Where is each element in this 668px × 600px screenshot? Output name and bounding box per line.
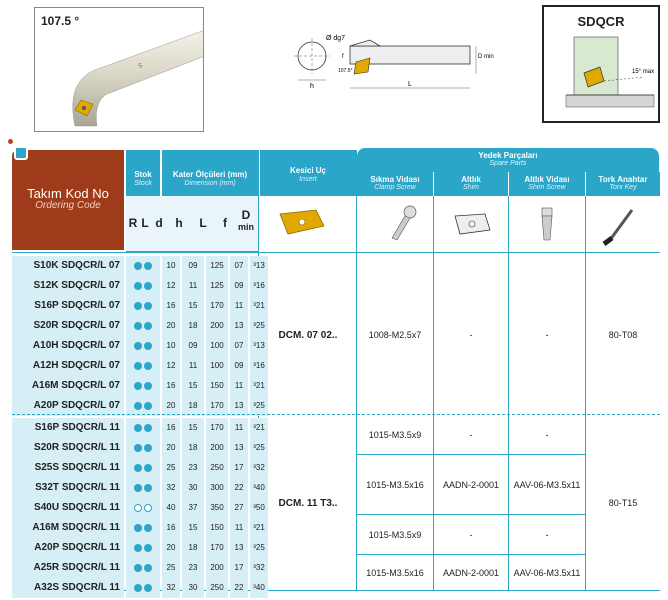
- torx-key-title: Tork Anahtar: [598, 175, 648, 184]
- dim-L-label: L: [408, 81, 412, 88]
- dim-h: 11: [182, 276, 204, 296]
- stock-indicators: [126, 578, 160, 598]
- dim-f: 13: [230, 316, 248, 336]
- dim-L: 300: [206, 478, 228, 498]
- stock-indicators: [126, 316, 160, 336]
- ordering-code: S20R SDQCR/L 11: [12, 438, 124, 458]
- stock-l-dot: [144, 564, 152, 572]
- ordering-code: S40U SDQCR/L 11: [12, 498, 124, 518]
- shim-screw-subtitle: Shim Screw: [528, 184, 566, 191]
- tool-photo: [34, 7, 204, 132]
- ordering-code: S16P SDQCR/L 11: [12, 418, 124, 438]
- sdqcr-title: SDQCR: [577, 14, 625, 29]
- dim-Dmin: ³25: [250, 538, 268, 558]
- ordering-code: A32S SDQCR/L 11: [12, 578, 124, 598]
- ordering-code-title: Takım Kod No: [27, 186, 109, 201]
- dim-f: 22: [230, 478, 248, 498]
- dim-Dmin: ³13: [250, 336, 268, 356]
- dim-f: 09: [230, 356, 248, 376]
- dim-h: 30: [182, 478, 204, 498]
- stock-indicators: [126, 498, 160, 518]
- col-L: L: [141, 216, 149, 230]
- dim-d: 16: [162, 296, 180, 316]
- torx-key-subtitle: Torx Key: [609, 184, 637, 191]
- stock-r-dot: [134, 444, 142, 452]
- ordering-code-subtitle: Ordering Code: [35, 200, 101, 211]
- stock-indicators: [126, 356, 160, 376]
- ordering-code: A12H SDQCR/L 07: [12, 356, 124, 376]
- stock-l-dot: [144, 262, 152, 270]
- dim-d: 10: [162, 336, 180, 356]
- clamp-07: 1008-M2.5x7: [368, 330, 422, 340]
- stock-l-dot: [144, 402, 152, 410]
- dim-f: 13: [230, 438, 248, 458]
- clamp-screw-header: [357, 172, 433, 196]
- col-Lc: L: [199, 216, 207, 230]
- stock-indicators: [126, 336, 160, 356]
- col-D: D: [241, 208, 251, 222]
- stock-r-dot: [134, 362, 142, 370]
- shim-07: -: [469, 330, 473, 340]
- stock-indicators: [126, 396, 160, 416]
- shim-title: Altlık: [461, 175, 481, 184]
- sdqcr-angle-label: 15° max: [632, 69, 655, 75]
- stock-r-dot: [134, 322, 142, 330]
- shimscrew-11d: AAV-06-M3.5x11: [513, 567, 581, 578]
- dim-d: 25: [162, 558, 180, 578]
- ordering-code: S20R SDQCR/L 07: [12, 316, 124, 336]
- dim-d: 20: [162, 538, 180, 558]
- stock-r-dot: [134, 544, 142, 552]
- shim-screw-header: [509, 172, 585, 196]
- stock-r-dot: [134, 262, 142, 270]
- column-letter-row: [126, 196, 258, 252]
- dim-f: 11: [230, 376, 248, 396]
- dim-f: 07: [230, 256, 248, 276]
- dim-L: 125: [206, 276, 228, 296]
- dim-d: 16: [162, 376, 180, 396]
- clamp-screw-icon: [392, 206, 416, 240]
- dim-d: 40: [162, 498, 180, 518]
- dim-L: 100: [206, 336, 228, 356]
- stock-l-dot: [144, 424, 152, 432]
- stock-l-dot: [144, 524, 152, 532]
- dim-h: 15: [182, 296, 204, 316]
- ordering-code: S10K SDQCR/L 07: [12, 256, 124, 276]
- ordering-code: S16P SDQCR/L 07: [12, 296, 124, 316]
- shim-11d: AADN-2-0001: [442, 567, 500, 578]
- insert-header: [260, 150, 356, 196]
- dim-insert-angle: 107.5°: [338, 68, 353, 74]
- stock-r-dot: [134, 464, 142, 472]
- stock-indicators: [126, 458, 160, 478]
- clamp-11b: 1015-M3.5x16: [366, 479, 424, 490]
- dim-Dmin: ³40: [250, 478, 268, 498]
- dim-f: 07: [230, 336, 248, 356]
- insert-subtitle: Insert: [299, 176, 317, 183]
- ordering-code: S12K SDQCR/L 07: [12, 276, 124, 296]
- dimension-header: [162, 150, 258, 196]
- dim-L: 170: [206, 296, 228, 316]
- spare-parts-header: [357, 148, 659, 172]
- ordering-code: A20P SDQCR/L 11: [12, 538, 124, 558]
- dim-d: 20: [162, 396, 180, 416]
- dim-d: 16: [162, 418, 180, 438]
- stock-indicators: [126, 376, 160, 396]
- dim-d: 32: [162, 578, 180, 598]
- dim-Dmin: ³13: [250, 256, 268, 276]
- dim-h: 18: [182, 438, 204, 458]
- dim-Dmin: ³50: [250, 498, 268, 518]
- stock-r-dot: [134, 484, 142, 492]
- dim-d: 10: [162, 256, 180, 276]
- stock-r-dot: [134, 584, 142, 592]
- stock-l-dot: [144, 322, 152, 330]
- stock-l-dot: [144, 484, 152, 492]
- shimscrew-11b: AAV-06-M3.5x11: [513, 479, 581, 490]
- dim-h-label: h: [310, 83, 314, 90]
- dim-h: 18: [182, 316, 204, 336]
- shim-icon: [455, 214, 490, 234]
- sdqcr-insert-illustration: [544, 7, 658, 121]
- col-min: min: [237, 222, 254, 232]
- col-d: d: [155, 216, 163, 230]
- dim-d: 12: [162, 276, 180, 296]
- stock-r-dot: [134, 342, 142, 350]
- stock-r-dot: [134, 382, 142, 390]
- torx-11: 80-T15: [608, 498, 638, 508]
- dim-Dmin: ³32: [250, 558, 268, 578]
- header-pictograms: [260, 196, 660, 252]
- dim-L: 250: [206, 458, 228, 478]
- brand-mark: S: [137, 62, 144, 70]
- ordering-code: S32T SDQCR/L 11: [12, 478, 124, 498]
- dim-d: 20: [162, 438, 180, 458]
- dim-Dmin: ³25: [250, 396, 268, 416]
- dim-d: 12: [162, 356, 180, 376]
- dim-f: 27: [230, 498, 248, 518]
- dim-Dmin: ³16: [250, 356, 268, 376]
- boring-bar-illustration: [35, 8, 204, 132]
- dim-L: 170: [206, 418, 228, 438]
- clamp-screw-title: Sıkma Vidası: [370, 175, 420, 184]
- dimension-title: Kater Ölçüleri (mm): [172, 170, 248, 179]
- dim-d: 32: [162, 478, 180, 498]
- stock-header: [126, 150, 160, 196]
- insert-title: Kesici Uç: [289, 166, 327, 175]
- dim-h: 23: [182, 558, 204, 578]
- dim-h: 30: [182, 578, 204, 598]
- shim-subtitle: Shim: [463, 184, 479, 191]
- shim-11c: -: [469, 529, 473, 540]
- dim-L: 150: [206, 518, 228, 538]
- technical-drawing: [290, 18, 500, 98]
- dim-f: 13: [230, 538, 248, 558]
- dim-L: 150: [206, 376, 228, 396]
- clamp-11a: 1015-M3.5x9: [368, 430, 422, 440]
- dim-L: 100: [206, 356, 228, 376]
- dim-dmin-label: D min: [478, 54, 494, 60]
- dim-f: 22: [230, 578, 248, 598]
- dim-f: 11: [230, 518, 248, 538]
- col-h: h: [175, 216, 183, 230]
- shimscrew-07: -: [545, 330, 549, 340]
- dim-L: 200: [206, 558, 228, 578]
- group-separator: [12, 414, 660, 415]
- stock-indicators: [126, 256, 160, 276]
- dimension-subtitle: Dimension (mm): [184, 180, 236, 187]
- stock-indicators: [126, 296, 160, 316]
- torx-07: 80-T08: [608, 330, 638, 340]
- stock-indicators: [126, 276, 160, 296]
- stock-r-dot: [134, 282, 142, 290]
- dim-Dmin: ³40: [250, 578, 268, 598]
- dim-d: 25: [162, 458, 180, 478]
- shim-header: [434, 172, 508, 196]
- stock-r-dot: [134, 504, 142, 512]
- ordering-code: A25R SDQCR/L 11: [12, 558, 124, 578]
- clamp-11d: 1015-M3.5x16: [366, 567, 424, 578]
- dim-h: 37: [182, 498, 204, 518]
- table-corner-icon: [14, 146, 28, 160]
- dim-f: 11: [230, 418, 248, 438]
- stock-l-dot: [144, 584, 152, 592]
- stock-l-dot: [144, 382, 152, 390]
- dim-Dmin: ³25: [250, 438, 268, 458]
- dim-d: 16: [162, 518, 180, 538]
- stock-l-dot: [144, 544, 152, 552]
- stock-r-dot: [134, 524, 142, 532]
- shim-11b: AADN-2-0001: [442, 479, 500, 490]
- dim-Dmin: ³21: [250, 296, 268, 316]
- col-f: f: [223, 216, 227, 230]
- dim-h: 09: [182, 256, 204, 276]
- dim-L: 250: [206, 578, 228, 598]
- stock-r-dot: [134, 564, 142, 572]
- stock-l-dot: [144, 302, 152, 310]
- dim-L: 350: [206, 498, 228, 518]
- stock-indicators: [126, 478, 160, 498]
- corner-dot: [8, 139, 13, 144]
- ordering-code: A20P SDQCR/L 07: [12, 396, 124, 416]
- dim-h: 23: [182, 458, 204, 478]
- dim-phi-label: Ø dg7: [326, 35, 346, 42]
- dim-h: 18: [182, 538, 204, 558]
- dim-h: 15: [182, 518, 204, 538]
- stock-r-dot: [134, 302, 142, 310]
- spare-parts-subtitle: Spare Parts: [489, 160, 527, 167]
- dim-h: 11: [182, 356, 204, 376]
- angle-label: 107.5 °: [41, 14, 80, 28]
- stock-r-dot: [134, 402, 142, 410]
- ordering-code: A10H SDQCR/L 07: [12, 336, 124, 356]
- dim-Dmin: ³32: [250, 458, 268, 478]
- dim-Dmin: ³21: [250, 418, 268, 438]
- stock-l-dot: [144, 464, 152, 472]
- dim-h: 18: [182, 396, 204, 416]
- stock-title: Stok: [134, 170, 152, 179]
- dim-f: 17: [230, 558, 248, 578]
- torx-key-header: [586, 172, 660, 196]
- stock-subtitle: Stock: [134, 180, 152, 187]
- stock-l-dot: [144, 282, 152, 290]
- clamp-screw-subtitle: Clamp Screw: [374, 184, 416, 191]
- stock-l-dot: [144, 342, 152, 350]
- stock-indicators: [126, 558, 160, 578]
- shim-11a: -: [469, 430, 473, 440]
- shim-screw-title: Altlık Vidası: [524, 175, 570, 184]
- insert-07: DCM. 07 02..: [278, 329, 338, 341]
- insert-11: DCM. 11 T3..: [278, 497, 338, 509]
- torx-key-icon: [604, 210, 632, 244]
- ordering-code: A16M SDQCR/L 11: [12, 518, 124, 538]
- dim-h: 09: [182, 336, 204, 356]
- dim-h: 15: [182, 418, 204, 438]
- dim-f: 13: [230, 396, 248, 416]
- stock-l-dot: [144, 444, 152, 452]
- dim-L: 125: [206, 256, 228, 276]
- header-bottom-line: [12, 252, 660, 253]
- stock-indicators: [126, 418, 160, 438]
- stock-indicators: [126, 518, 160, 538]
- shimscrew-11c: -: [545, 529, 549, 540]
- dim-Dmin: ³21: [250, 376, 268, 396]
- spare-parts-title: Yedek Parçaları: [478, 151, 538, 160]
- dim-f: 17: [230, 458, 248, 478]
- shim-screw-icon: [542, 208, 552, 240]
- dim-h: 15: [182, 376, 204, 396]
- sdqcr-diagram: [542, 5, 660, 123]
- dim-L: 170: [206, 538, 228, 558]
- ordering-code: S25S SDQCR/L 11: [12, 458, 124, 478]
- stock-indicators: [126, 538, 160, 558]
- stock-r-dot: [134, 424, 142, 432]
- col-R: R: [128, 216, 138, 230]
- ordering-code: A16M SDQCR/L 07: [12, 376, 124, 396]
- dim-L: 200: [206, 438, 228, 458]
- dim-f: 11: [230, 296, 248, 316]
- stock-l-dot: [144, 362, 152, 370]
- stock-indicators: [126, 438, 160, 458]
- stock-l-dot: [144, 504, 152, 512]
- dim-Dmin: ³25: [250, 316, 268, 336]
- clamp-11c: 1015-M3.5x9: [368, 529, 422, 540]
- shimscrew-11a: -: [545, 430, 549, 440]
- dim-f-label: f: [342, 54, 344, 60]
- dim-Dmin: ³21: [250, 518, 268, 538]
- dim-L: 170: [206, 396, 228, 416]
- dim-Dmin: ³16: [250, 276, 268, 296]
- dim-d: 20: [162, 316, 180, 336]
- dim-L: 200: [206, 316, 228, 336]
- dim-f: 09: [230, 276, 248, 296]
- ordering-code-header: [12, 150, 124, 250]
